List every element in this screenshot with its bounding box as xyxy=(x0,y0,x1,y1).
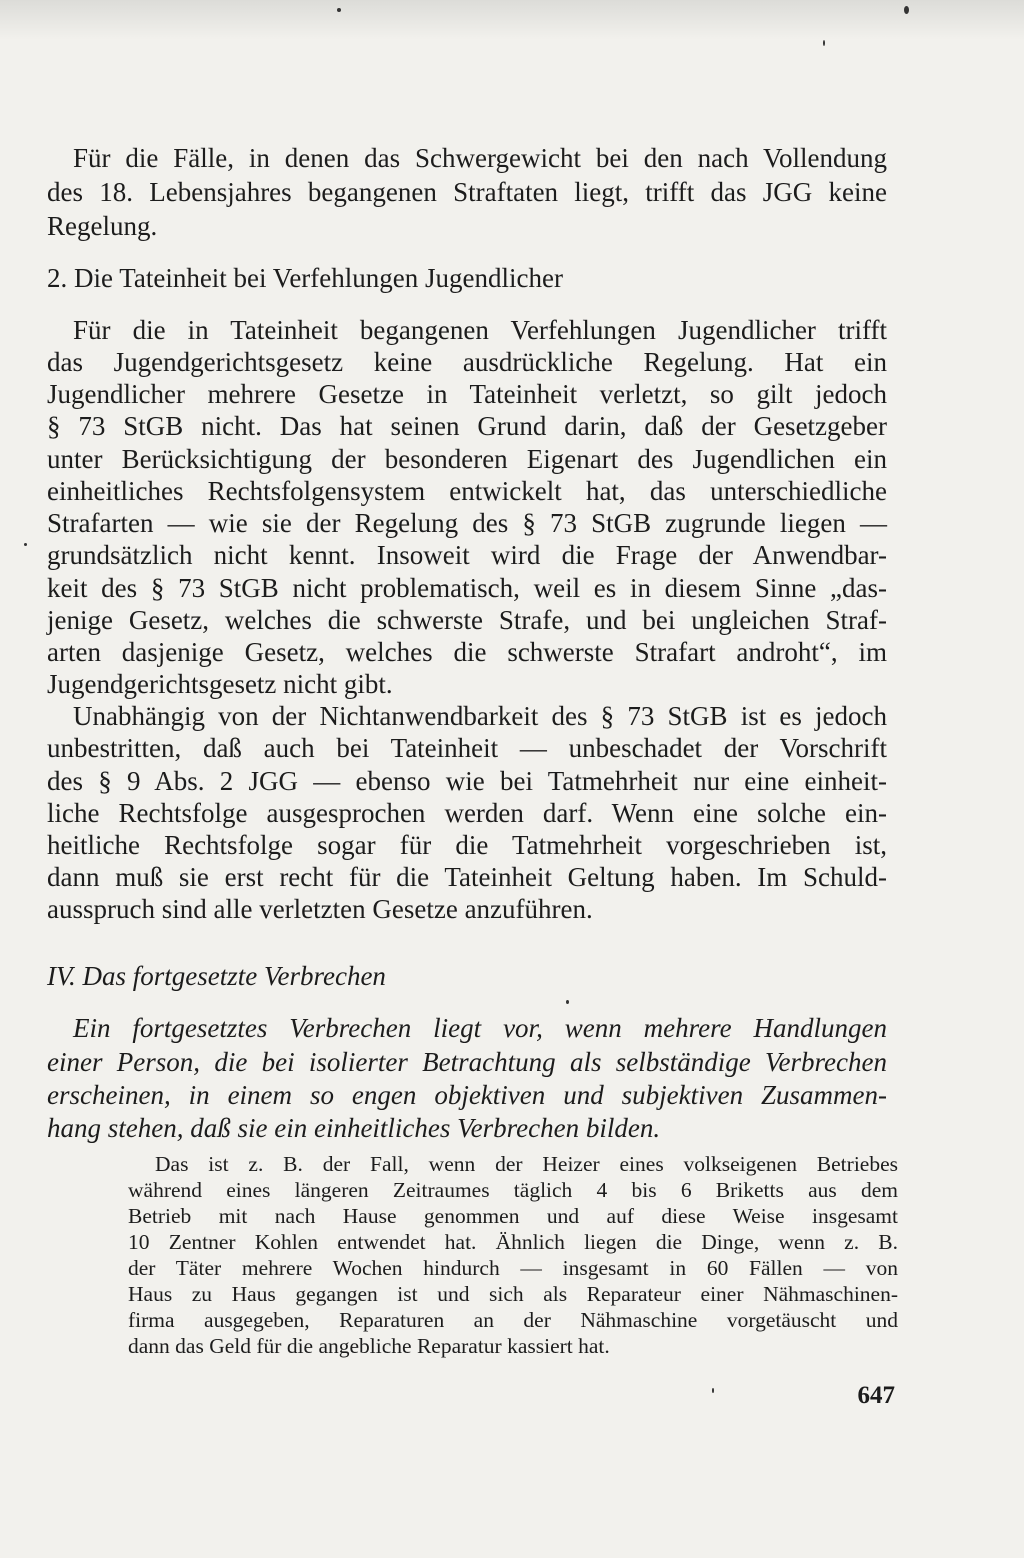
text-line: keit des § 73 StGB nicht problematisch, weil es in diesem Sinne „das- xyxy=(47,573,887,603)
text-line: Strafarten — wie sie der Regelung des § 73 StGB zugrunde liegen — xyxy=(47,508,887,538)
scan-edge-shadow xyxy=(0,0,1024,40)
definition-line: hang stehen, daß sie ein einheitliches Verbrechen bilden. xyxy=(47,1113,661,1143)
text-line: jenige Gesetz, welches die schwerste Strafe, und bei ungleichen Straf- xyxy=(47,605,887,635)
text-line: heitliche Rechtsfolge sogar für die Tatmehrheit vorgeschrieben ist, xyxy=(47,830,887,860)
scan-speck xyxy=(712,1388,714,1393)
scan-speck xyxy=(904,6,909,14)
section-heading: IV. Das fortgesetzte Verbrechen xyxy=(47,961,386,991)
text-line: unbestritten, daß auch bei Tateinheit — unbeschadet der Vorschrift xyxy=(47,733,887,763)
scan-speck xyxy=(823,40,825,46)
example-line: dann das Geld für die angebliche Reparatur kassiert hat. xyxy=(128,1334,610,1358)
text-line: unter Berücksichtigung der besonderen Eigenart des Jugendlichen ein xyxy=(47,444,887,474)
text-line: das Jugendgerichtsgesetz keine ausdrückliche Regelung. Hat ein xyxy=(47,347,887,377)
text-line: liche Rechtsfolge ausgesprochen werden darf. Wenn eine solche ein- xyxy=(47,798,887,828)
text-line: Für die in Tateinheit begangenen Verfehlungen Jugendlicher trifft xyxy=(73,315,887,345)
scan-speck xyxy=(566,1000,569,1004)
text-line: § 73 StGB nicht. Das hat seinen Grund darin, daß der Gesetzgeber xyxy=(47,411,887,441)
example-line: Haus zu Haus gegangen ist und sich als Reparateur einer Nähmaschinen- xyxy=(128,1282,898,1306)
example-line: während eines längeren Zeitraumes täglich 4 bis 6 Briketts aus dem xyxy=(128,1178,898,1202)
text-line: einheitliches Rechtsfolgensystem entwickelt hat, das unterschiedliche xyxy=(47,476,887,506)
text-line: des § 9 Abs. 2 JGG — ebenso wie bei Tatmehrheit nur eine einheit- xyxy=(47,766,887,796)
example-line: Das ist z. B. der Fall, wenn der Heizer eines volkseigenen Betriebes xyxy=(155,1152,898,1176)
example-line: 10 Zentner Kohlen entwendet hat. Ähnlich liegen die Dinge, wenn z. B. xyxy=(128,1230,898,1254)
text-line: Jugendlicher mehrere Gesetze in Tateinheit verletzt, so gilt jedoch xyxy=(47,379,887,409)
definition-line: Ein fortgesetztes Verbrechen liegt vor, wenn mehrere Handlungen xyxy=(73,1013,887,1043)
scan-speck xyxy=(24,543,27,546)
example-line: Betrieb mit nach Hause genommen und auf diese Weise insgesamt xyxy=(128,1204,898,1228)
text-line: des 18. Lebensjahres begangenen Straftaten liegt, trifft das JGG keine xyxy=(47,177,887,207)
definition-line: einer Person, die bei isolierter Betrachtung als selbständige Verbrechen xyxy=(47,1047,887,1077)
example-line: der Täter mehrere Wochen hindurch — insgesamt in 60 Fällen — von xyxy=(128,1256,898,1280)
example-line: firma ausgegeben, Reparaturen an der Nähmaschine vorgetäuscht und xyxy=(128,1308,898,1332)
scan-speck xyxy=(337,8,341,12)
text-line: Unabhängig von der Nichtanwendbarkeit des § 73 StGB ist es jedoch xyxy=(73,701,887,731)
text-line: ausspruch sind alle verletzten Gesetze anzuführen. xyxy=(47,894,593,924)
text-line: Jugendgerichtsgesetz nicht gibt. xyxy=(47,669,393,699)
text-line: Für die Fälle, in denen das Schwergewicht bei den nach Vollendung xyxy=(73,143,887,173)
text-line: dann muß sie erst recht für die Tateinheit Geltung haben. Im Schuld- xyxy=(47,862,887,892)
page-number: 647 xyxy=(857,1382,895,1409)
definition-line: erscheinen, in einem so engen objektiven und subjektiven Zusammen- xyxy=(47,1080,887,1110)
text-line: grundsätzlich nicht kennt. Insoweit wird die Frage der Anwendbar- xyxy=(47,540,887,570)
text-line: arten dasjenige Gesetz, welches die schwerste Strafart androht“, im xyxy=(47,637,887,667)
text-line: Regelung. xyxy=(47,211,158,241)
section-heading: 2. Die Tateinheit bei Verfehlungen Jugendlicher xyxy=(47,263,563,293)
